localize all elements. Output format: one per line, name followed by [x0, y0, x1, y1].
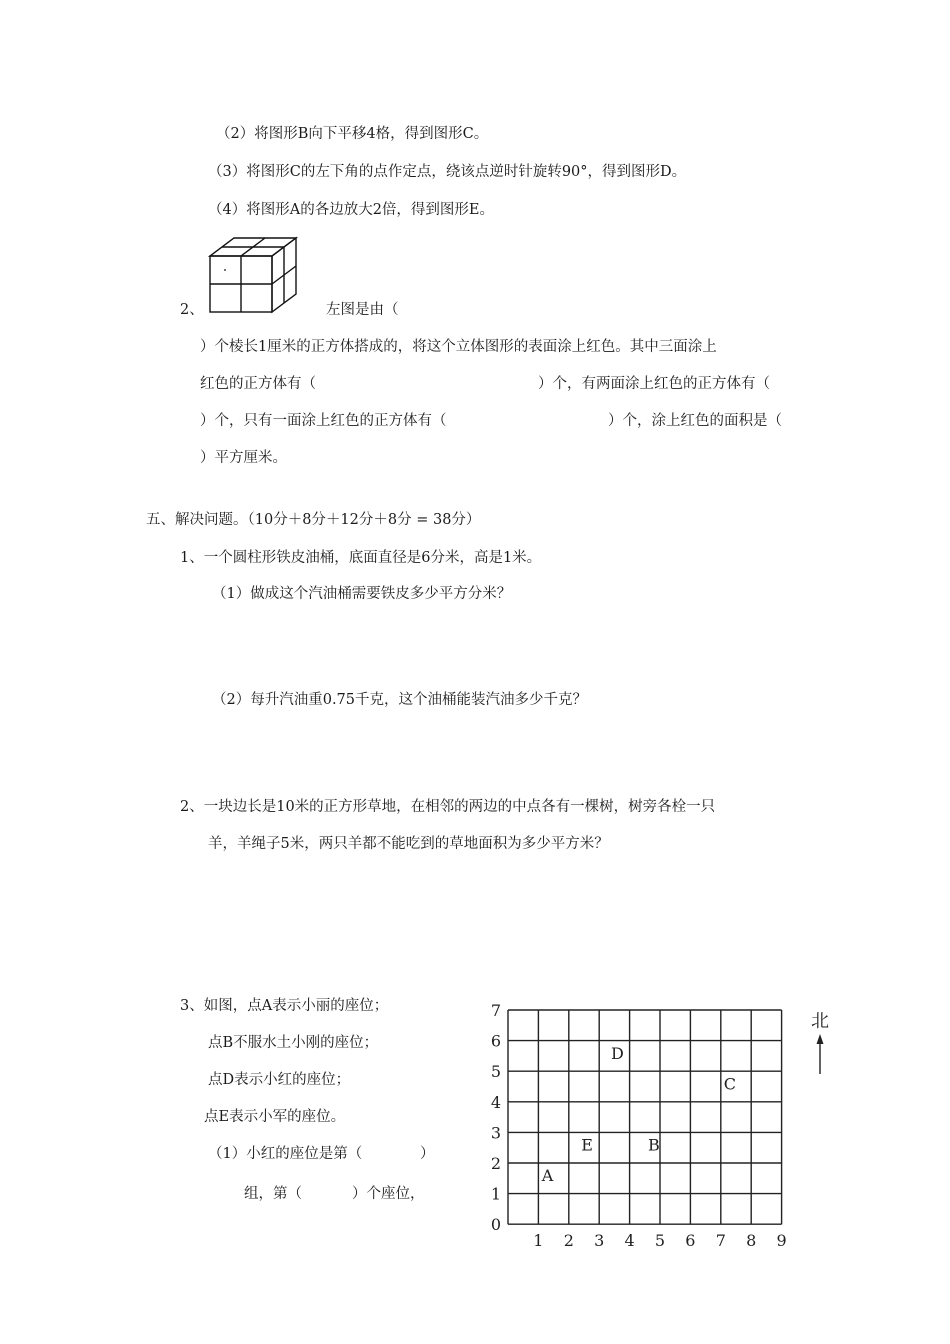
p5-q3-line-1: 3、如图，点A表示小丽的座位；	[180, 998, 389, 1014]
p5-q3-sub1b: ）	[420, 1146, 435, 1162]
x-tick-label: 2	[563, 1231, 574, 1251]
x-tick-label: 1	[533, 1231, 544, 1251]
p5-q1-sub2: （2）每升汽油重0.75千克，这个油桶能装汽油多少千克？	[212, 692, 588, 708]
x-tick-label: 4	[624, 1231, 635, 1251]
x-tick-label: 7	[715, 1231, 726, 1251]
grid-points	[541, 1044, 736, 1185]
point-b: B	[648, 1135, 660, 1155]
p5-q3-sub1a: （1）小红的座位是第（	[208, 1146, 363, 1162]
y-tick-label: 2	[490, 1154, 502, 1173]
y-tick-label: 1	[490, 1184, 502, 1204]
y-axis-labels	[491, 1001, 501, 1234]
y-tick-label: 5	[490, 1062, 502, 1082]
y-tick-label: 6	[490, 1031, 502, 1051]
seat-grid-figure	[478, 996, 850, 1256]
q2-line-5: ）平方厘米。	[200, 450, 287, 466]
q2-line-3b: ）个，有两面涂上红色的正方体有（	[538, 376, 770, 392]
q1-step-3: （3）将图形C的左下角的点作定点，绕该点逆时针旋转90°，得到图形D。	[208, 164, 687, 180]
section-5-heading: 五、解决问题。（10分＋8分＋12分＋8分 = 38分）	[146, 512, 481, 528]
q2-line-2: ）个棱长1厘米的正方体搭成的，将这个立体图形的表面涂上红色。其中三面涂上	[200, 339, 717, 355]
x-tick-label: 8	[746, 1231, 757, 1251]
north-label: 北	[811, 1011, 829, 1032]
q2-number: 2、	[180, 302, 204, 318]
x-tick-label: 9	[776, 1231, 787, 1251]
point-c: C	[723, 1074, 737, 1094]
grid-lines	[508, 1010, 782, 1224]
q2-line-3a: 红色的正方体有（	[200, 376, 316, 392]
y-tick-label: 7	[490, 1001, 502, 1020]
x-axis-labels	[533, 1231, 786, 1250]
x-tick-label: 6	[685, 1231, 696, 1251]
p5-q2-line-2: 羊，羊绳子5米，两只羊都不能吃到的草地面积为多少平方米？	[208, 836, 609, 852]
q2-line-1: 左图是由（	[326, 302, 399, 318]
point-a: A	[541, 1166, 554, 1186]
q2-line-4b: ）个，涂上红色的面积是（	[608, 413, 782, 429]
x-tick-label: 5	[654, 1231, 666, 1251]
cube-stack-figure	[208, 236, 300, 316]
p5-q3-line-2: 点B不服水土小刚的座位；	[208, 1035, 379, 1051]
q1-step-4: （4）将图形A的各边放大2倍，得到图形E。	[208, 202, 495, 218]
x-tick-label: 3	[594, 1231, 605, 1251]
q1-step-2: （2）将图形B向下平移4格，得到图形C。	[216, 126, 489, 142]
point-d: D	[611, 1043, 624, 1063]
p5-q2-line-1: 2、一块边长是10米的正方形草地，在相邻的两边的中点各有一棵树，树旁各栓一只	[180, 799, 716, 815]
p5-q1-sub1: （1）做成这个汽油桶需要铁皮多少平方分米？	[212, 586, 512, 602]
point-e: E	[581, 1135, 593, 1155]
y-tick-label: 4	[490, 1092, 502, 1112]
p5-q3-sub2a: 组，第（	[244, 1186, 302, 1202]
q2-line-4a: ）个，只有一面涂上红色的正方体有（	[200, 413, 447, 429]
p5-q3-line-3: 点D表示小红的座位；	[208, 1072, 351, 1088]
p5-q3-line-4: 点E表示小军的座位。	[204, 1109, 346, 1125]
p5-q3-sub2b: ）个座位，	[352, 1186, 425, 1202]
p5-q1: 1、一个圆柱形铁皮油桶，底面直径是6分米，高是1米。	[180, 550, 542, 566]
north-arrow-icon	[817, 1034, 824, 1074]
y-tick-label: 3	[490, 1123, 502, 1143]
y-tick-label: 0	[490, 1215, 502, 1235]
